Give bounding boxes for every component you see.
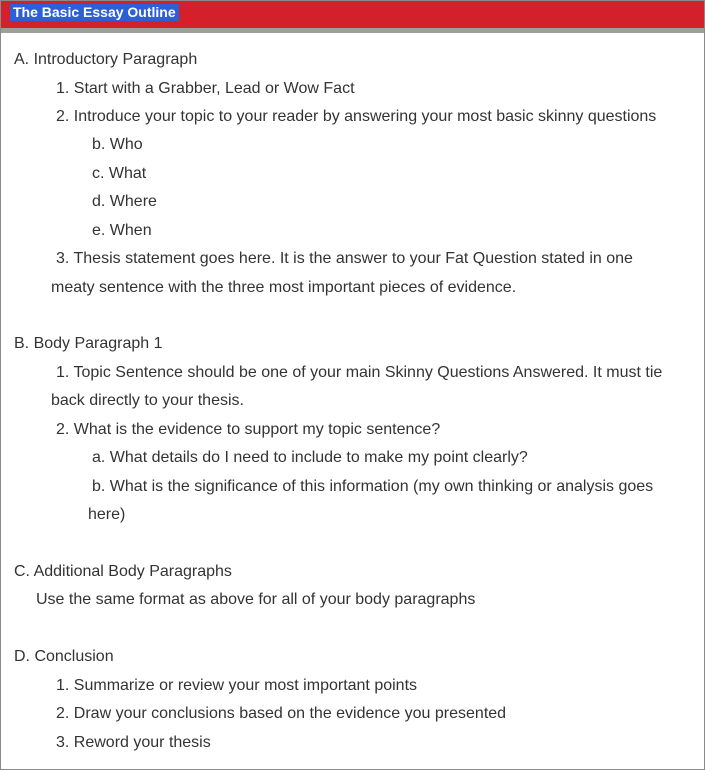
intro-sub-b: b. Who xyxy=(92,136,143,153)
additional-note: Use the same format as above for all of your body paragraphs xyxy=(36,591,476,608)
conclusion-item-1: 1. Summarize or review your most important points xyxy=(56,677,418,694)
section-a-heading: A. Introductory Paragraph xyxy=(14,51,198,68)
body1-sub-b-line-2: here) xyxy=(88,506,126,523)
intro-item-3-line-2: meaty sentence with the three most important pieces of evidence. xyxy=(51,279,517,296)
section-c-heading: C. Additional Body Paragraphs xyxy=(14,563,232,580)
intro-sub-e: e. When xyxy=(92,222,152,239)
page-title: The Basic Essay Outline xyxy=(10,4,179,21)
body1-item-1-line-1: 1. Topic Sentence should be one of your main Skinny Questions Answered. It must tie xyxy=(56,364,663,381)
body1-item-1-line-2: back directly to your thesis. xyxy=(51,392,244,409)
body1-sub-b-line-1: b. What is the significance of this information (my own thinking or analysis goes xyxy=(92,478,654,495)
intro-item-1: 1. Start with a Grabber, Lead or Wow Fact xyxy=(56,80,355,97)
body1-item-2: 2. What is the evidence to support my topic sentence? xyxy=(56,421,441,438)
body1-sub-a: a. What details do I need to include to make my point clearly? xyxy=(92,449,528,466)
intro-sub-c: c. What xyxy=(92,165,147,182)
section-d-heading: D. Conclusion xyxy=(14,648,114,665)
intro-item-3-line-1: 3. Thesis statement goes here. It is the answer to your Fat Question stated in one xyxy=(56,250,633,267)
header-divider xyxy=(1,28,704,33)
intro-sub-d: d. Where xyxy=(92,193,157,210)
conclusion-item-2: 2. Draw your conclusions based on the evidence you presented xyxy=(56,705,507,722)
intro-item-2: 2. Introduce your topic to your reader by answering your most basic skinny questions xyxy=(56,108,657,125)
section-b-heading: B. Body Paragraph 1 xyxy=(14,335,163,352)
conclusion-item-3: 3. Reword your thesis xyxy=(56,734,211,751)
